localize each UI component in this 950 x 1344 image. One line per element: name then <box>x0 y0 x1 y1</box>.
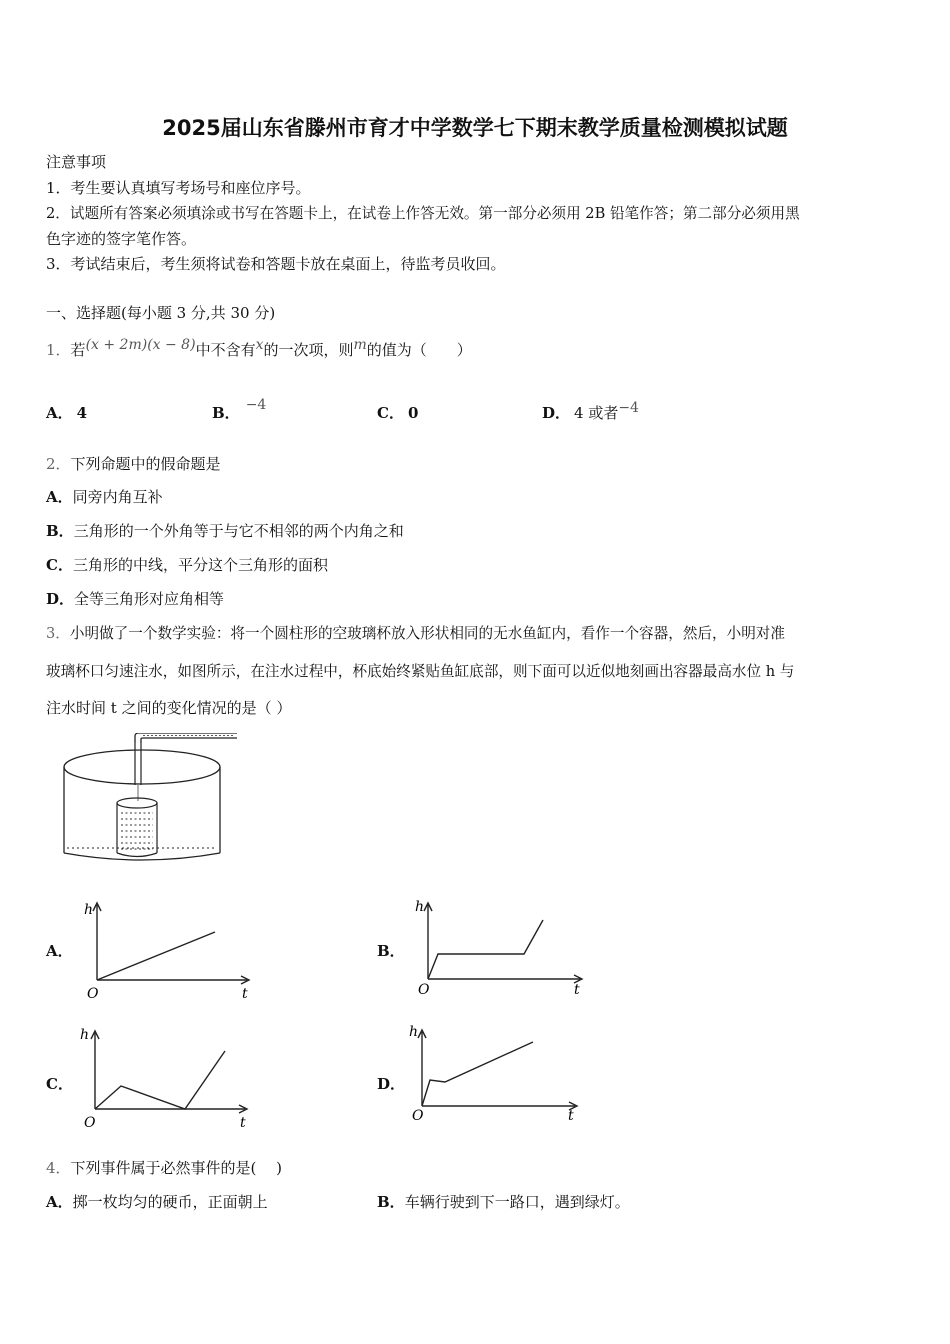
graph-b <box>410 893 590 1003</box>
q4-option-b: B．车辆行驶到下一路口，遇到绿灯。 <box>377 1193 630 1211</box>
question-2: 2．下列命题中的假命题是 <box>46 455 221 473</box>
q2-option-d: D．全等三角形对应角相等 <box>46 590 225 608</box>
expression: (x + 2m)(x − 8) <box>85 337 196 353</box>
graph-d-line <box>422 1042 533 1106</box>
notice-item-3: 3．考试结束后，考生须将试卷和答题卡放在桌面上，待监考员收回。 <box>46 255 506 273</box>
notice-heading: 注意事项 <box>46 153 107 171</box>
graph-b-line <box>428 920 543 979</box>
q1-option-c: C． 0 <box>377 404 419 422</box>
graph-d <box>405 1018 590 1128</box>
q2-option-a: A．同旁内角互补 <box>46 488 163 506</box>
q3-option-b-label: B． <box>377 942 405 960</box>
question-number: 1． <box>46 341 71 359</box>
q1-option-b: B． −4 <box>212 397 267 422</box>
q1-option-d: D． 4 或者−4 <box>542 400 639 422</box>
question-1 <box>46 339 472 360</box>
fish-tank-figure <box>55 733 240 865</box>
question-3-line-3: 注水时间 t 之间的变化情况的是（ ） <box>46 699 292 717</box>
q3-option-d-label: D． <box>377 1075 406 1093</box>
section-heading: 一、选择题(每小题 3 分,共 30 分) <box>46 304 276 322</box>
question-3-line-2: 玻璃杯口匀速注水，如图所示，在注水过程中，杯底始终紧贴鱼缸底部，则下面可以近似地刻画出容器最高水位 h 与 <box>46 663 795 680</box>
axis-h-label: h <box>409 1024 419 1040</box>
question-text: 中不含有 <box>195 341 256 359</box>
question-4: 4．下列事件属于必然事件的是( ) <box>46 1159 283 1177</box>
axis-t-label: t <box>568 1108 574 1124</box>
notice-item-2-line-2: 色字迹的签字笔作答。 <box>46 230 197 248</box>
axis-h-label: h <box>415 899 425 915</box>
graph-c-line <box>95 1051 225 1109</box>
variable-x: x <box>255 337 264 353</box>
variable-m: m <box>353 337 367 353</box>
q2-option-b: B．三角形的一个外角等于与它不相邻的两个内角之和 <box>46 522 404 540</box>
axis-h-label: h <box>80 1027 90 1043</box>
axis-t-label: t <box>242 986 248 1002</box>
q2-option-c: C．三角形的中线，平分这个三角形的面积 <box>46 556 328 574</box>
axis-t-label: t <box>574 982 580 998</box>
q1-option-a: A． 4 <box>46 404 88 422</box>
q4-option-a: A．掷一枚均匀的硬币，正面朝上 <box>46 1193 268 1211</box>
axis-t-label: t <box>240 1115 246 1131</box>
q3-option-c-label: C． <box>46 1075 73 1093</box>
graph-a <box>80 895 260 1005</box>
origin-label: O <box>412 1108 424 1124</box>
origin-label: O <box>87 986 99 1002</box>
notice-item-1: 1．考生要认真填写考场号和座位序号。 <box>46 179 311 197</box>
graph-c <box>75 1023 260 1133</box>
graph-a-line <box>97 932 215 980</box>
origin-label: O <box>84 1115 96 1131</box>
page-title: 2025届山东省滕州市育才中学数学七下期末教学质量检测模拟试题 <box>162 116 788 140</box>
origin-label: O <box>418 982 430 998</box>
q3-option-a-label: A． <box>46 942 73 960</box>
question-text: 的值为（ ） <box>366 341 472 359</box>
notice-item-2-line-1: 2．试题所有答案必须填涂或书写在答题卡上，在试卷上作答无效。第一部分必须用 2B 铅笔作答；第二部分必须用黑 <box>46 205 800 222</box>
axis-h-label: h <box>84 902 94 918</box>
question-3-line-1: 3．小明做了一个数学实验：将一个圆柱形的空玻璃杯放入形状相同的无水鱼缸内，看作一个容器，然后，小明对准 <box>46 625 785 642</box>
question-text: 若 <box>70 341 86 359</box>
question-text: 的一次项，则 <box>263 341 354 359</box>
